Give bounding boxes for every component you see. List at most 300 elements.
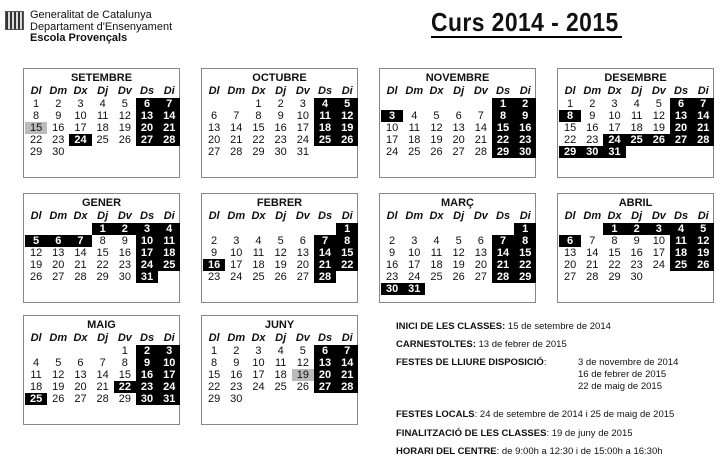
weekday-header: Ds (318, 332, 333, 344)
empty-cell (403, 98, 425, 110)
day-cell: 12 (692, 235, 714, 247)
day-cell: 7 (336, 345, 358, 357)
day-cell: 12 (336, 110, 358, 122)
day-cell: 1 (211, 345, 218, 357)
month-gener (23, 193, 180, 303)
day-cell: 12 (52, 369, 65, 381)
day-cell: 31 (136, 271, 158, 283)
weekday-header: Ds (496, 210, 511, 222)
day-cell: 6 (47, 235, 69, 247)
day-cell: 15 (118, 369, 131, 381)
org-line-2: Departament d'Ensenyament (30, 20, 173, 33)
day-cell: 22 (29, 134, 43, 146)
weekday-header: Dl (386, 85, 398, 97)
weekday-header: Dj (275, 332, 287, 344)
day-cell: 6 (136, 98, 158, 110)
day-cell: 25 (314, 134, 336, 146)
day-cell: 11 (252, 247, 265, 259)
weekday-header: Dx (429, 210, 444, 222)
info-carnestoltes (396, 339, 567, 350)
day-cell: 24 (385, 146, 399, 158)
month-grid (203, 332, 357, 405)
day-cell: 1 (514, 223, 536, 235)
month-title: GENER (81, 197, 122, 209)
day-cell: 21 (230, 134, 243, 146)
day-cell: 2 (389, 235, 396, 247)
day-cell: 8 (121, 357, 128, 369)
day-cell: 4 (633, 98, 640, 110)
day-cell: 8 (514, 235, 536, 247)
day-cell: 17 (652, 247, 665, 259)
day-cell: 26 (52, 393, 65, 405)
day-cell: 15 (207, 369, 221, 381)
day-cell: 12 (118, 110, 131, 122)
day-cell: 18 (408, 134, 421, 146)
day-cell: 26 (430, 146, 443, 158)
day-cell: 18 (630, 122, 643, 134)
lliure-date-3: 22 de maig de 2015 (578, 381, 662, 392)
weekday-header: Dj (631, 210, 643, 222)
day-cell: 24 (158, 381, 180, 393)
day-cell: 25 (274, 381, 287, 393)
day-cell: 17 (230, 259, 243, 271)
weekday-header: Ds (318, 85, 333, 97)
day-cell: 16 (274, 122, 287, 134)
day-cell: 23 (274, 134, 287, 146)
day-cell: 19 (430, 134, 443, 146)
day-cell: 1 (121, 345, 128, 357)
weekday-header: Dx (73, 332, 88, 344)
month-grid (381, 210, 535, 295)
empty-cell (25, 345, 47, 357)
day-cell: 22 (492, 134, 514, 146)
weekday-header: Ds (140, 85, 155, 97)
weekday-header: Dl (30, 85, 42, 97)
day-cell: 19 (118, 122, 131, 134)
day-cell: 3 (255, 345, 262, 357)
day-cell: 29 (492, 146, 514, 158)
day-cell: 21 (474, 134, 487, 146)
weekday-header: Dl (208, 332, 220, 344)
day-cell: 23 (586, 134, 599, 146)
day-cell: 5 (692, 223, 714, 235)
day-cell: 25 (670, 259, 692, 271)
day-cell: 3 (411, 235, 418, 247)
day-cell: 14 (586, 247, 599, 259)
empty-cell (247, 223, 269, 235)
day-cell: 6 (559, 235, 581, 247)
day-cell: 5 (655, 98, 662, 110)
horari-value: : de 9:00h a 12:30 i de 15:00h a 16:30h (496, 446, 663, 457)
day-cell: 13 (474, 247, 487, 259)
info-finalitzacio (396, 428, 633, 439)
weekday-header: Dj (97, 332, 109, 344)
day-cell: 3 (648, 223, 670, 235)
day-cell: 10 (296, 110, 309, 122)
day-cell: 3 (233, 235, 240, 247)
weekday-header: Dl (564, 210, 576, 222)
day-cell: 16 (136, 369, 158, 381)
day-cell: 27 (207, 146, 221, 158)
day-cell: 7 (314, 235, 336, 247)
day-cell: 20 (207, 134, 221, 146)
day-cell: 23 (230, 381, 243, 393)
weekday-header: Di (519, 85, 531, 97)
day-cell: 7 (477, 110, 484, 122)
weekday-header: Dj (97, 85, 109, 97)
day-cell: 14 (492, 247, 514, 259)
day-cell: 13 (136, 110, 158, 122)
weekday-header: Dm (583, 210, 602, 222)
day-cell: 18 (252, 259, 265, 271)
day-cell: 20 (670, 122, 692, 134)
day-cell: 22 (608, 259, 621, 271)
month-grid (203, 85, 357, 158)
day-cell: 15 (96, 247, 109, 259)
day-cell: 29 (514, 271, 536, 283)
day-cell: 20 (136, 122, 158, 134)
day-cell: 26 (296, 381, 309, 393)
day-cell: 18 (158, 247, 180, 259)
day-cell: 5 (25, 235, 47, 247)
day-cell: 23 (207, 271, 221, 283)
weekday-header: Dl (564, 85, 576, 97)
day-cell: 6 (670, 98, 692, 110)
month-title: FEBRER (256, 197, 303, 209)
day-cell: 24 (252, 381, 265, 393)
weekday-header: Dj (453, 210, 465, 222)
month-title: NOVEMBRE (425, 72, 490, 84)
weekday-header: Dv (651, 210, 666, 222)
empty-cell (47, 223, 69, 235)
day-cell: 4 (411, 110, 418, 122)
month-grid (559, 85, 713, 158)
month-grid (559, 210, 713, 283)
day-cell: 15 (336, 247, 358, 259)
day-cell: 13 (314, 357, 336, 369)
weekday-header: Dv (295, 85, 310, 97)
day-cell: 25 (626, 134, 648, 146)
org-line-1: Generalitat de Catalunya (30, 9, 152, 21)
day-cell: 27 (563, 271, 577, 283)
weekday-header: Dx (251, 332, 266, 344)
day-cell: 18 (314, 122, 336, 134)
day-cell: 14 (230, 122, 243, 134)
day-cell: 29 (559, 146, 581, 158)
day-cell: 21 (314, 259, 336, 271)
day-cell: 9 (211, 247, 218, 259)
empty-cell (381, 223, 403, 235)
final-label: FINALITZACIÓ DE LES CLASSES (396, 428, 547, 439)
day-cell: 7 (589, 235, 596, 247)
weekday-header: Dv (473, 85, 488, 97)
day-cell: 9 (121, 235, 128, 247)
day-cell: 16 (586, 122, 599, 134)
weekday-header: Dl (30, 210, 42, 222)
day-cell: 24 (69, 134, 91, 146)
day-cell: 24 (652, 259, 665, 271)
day-cell: 7 (233, 110, 240, 122)
day-cell: 6 (314, 345, 336, 357)
month-title: DESEMBRE (604, 72, 667, 84)
month-title: JUNY (264, 319, 295, 331)
month-grid (381, 85, 535, 158)
day-cell: 2 (589, 98, 596, 110)
day-cell: 30 (136, 393, 158, 405)
month-grid (25, 85, 179, 158)
day-cell: 13 (74, 369, 87, 381)
empty-cell (403, 223, 425, 235)
day-cell: 16 (514, 122, 536, 134)
day-cell: 4 (33, 357, 40, 369)
day-cell: 8 (99, 235, 106, 247)
weekday-header: Dv (117, 85, 132, 97)
weekday-header: Dx (73, 85, 88, 97)
day-cell: 1 (336, 223, 358, 235)
day-cell: 17 (74, 122, 87, 134)
day-cell: 9 (389, 247, 396, 259)
day-cell: 10 (252, 357, 265, 369)
day-cell: 15 (563, 122, 577, 134)
day-cell: 19 (52, 381, 65, 393)
day-cell: 30 (630, 271, 643, 283)
day-cell: 15 (492, 122, 514, 134)
empty-cell (270, 223, 292, 235)
day-cell: 17 (296, 122, 309, 134)
weekday-header: Dv (651, 85, 666, 97)
day-cell: 26 (692, 259, 714, 271)
weekday-header: Dx (251, 210, 266, 222)
lliure-date-2: 16 de febrer de 2015 (578, 369, 667, 380)
day-cell: 18 (96, 122, 109, 134)
day-cell: 10 (408, 247, 421, 259)
day-cell: 11 (630, 110, 643, 122)
day-cell: 28 (492, 271, 514, 283)
day-cell: 3 (299, 98, 306, 110)
day-cell: 12 (296, 357, 309, 369)
day-cell: 27 (670, 134, 692, 146)
day-cell: 5 (433, 110, 440, 122)
day-cell: 25 (25, 393, 47, 405)
empty-cell (470, 98, 492, 110)
day-cell: 6 (77, 357, 84, 369)
day-cell: 6 (477, 235, 484, 247)
day-cell: 21 (336, 369, 358, 381)
weekday-header: Dj (97, 210, 109, 222)
day-cell: 4 (99, 98, 106, 110)
day-cell: 22 (514, 259, 536, 271)
day-cell: 17 (385, 134, 399, 146)
day-cell: 21 (586, 259, 599, 271)
day-cell: 10 (608, 110, 621, 122)
day-cell: 10 (136, 235, 158, 247)
day-cell: 1 (255, 98, 262, 110)
weekday-header: Di (519, 210, 531, 222)
day-cell: 23 (514, 134, 536, 146)
day-cell: 14 (474, 122, 487, 134)
day-cell: 2 (233, 345, 240, 357)
final-value: : 19 de juny de 2015 (546, 428, 633, 439)
day-cell: 10 (385, 122, 399, 134)
day-cell: 2 (626, 223, 648, 235)
day-cell: 8 (611, 235, 618, 247)
day-cell: 14 (74, 247, 87, 259)
day-cell: 8 (336, 235, 358, 247)
day-cell: 12 (652, 110, 665, 122)
day-cell: 11 (30, 369, 42, 381)
day-cell: 10 (158, 357, 180, 369)
day-cell: 11 (158, 235, 180, 247)
day-cell: 30 (274, 146, 287, 158)
lliure-colon: : (543, 357, 547, 368)
month-title: MAIG (87, 319, 116, 331)
day-cell: 22 (207, 381, 221, 393)
inici-label: INICI DE LES CLASSES: (396, 321, 506, 332)
empty-cell (47, 345, 69, 357)
day-cell: 12 (29, 247, 43, 259)
empty-cell (470, 223, 492, 235)
month-març (379, 193, 536, 303)
info-festes-locals (396, 409, 674, 420)
day-cell: 13 (670, 110, 692, 122)
day-cell: 13 (52, 247, 65, 259)
day-cell: 21 (692, 122, 714, 134)
day-cell: 9 (277, 110, 284, 122)
day-cell: 17 (252, 369, 265, 381)
month-title: MARÇ (441, 197, 474, 209)
day-cell: 27 (296, 271, 309, 283)
day-cell: 6 (455, 110, 462, 122)
day-cell: 21 (96, 381, 109, 393)
weekday-header: Dm (49, 210, 68, 222)
day-cell: 9 (233, 357, 240, 369)
weekday-header: Dm (227, 85, 246, 97)
empty-cell (203, 223, 225, 235)
day-cell: 9 (589, 110, 596, 122)
day-cell: 23 (385, 271, 399, 283)
day-cell: 14 (314, 247, 336, 259)
day-cell: 27 (452, 146, 465, 158)
weekday-header: Dm (405, 85, 424, 97)
empty-cell (425, 98, 447, 110)
month-novembre (379, 68, 536, 178)
carnestoltes-value: 13 de febrer de 2015 (478, 339, 567, 350)
day-cell: 11 (314, 110, 336, 122)
weekday-header: Dm (49, 85, 68, 97)
day-cell: 10 (74, 110, 87, 122)
day-cell: 11 (670, 235, 692, 247)
weekday-header: Dl (386, 210, 398, 222)
month-maig (23, 315, 180, 425)
day-cell: 28 (96, 393, 109, 405)
weekday-header: Dm (227, 210, 246, 222)
weekday-header: Dl (208, 210, 220, 222)
day-cell: 2 (55, 98, 62, 110)
weekday-header: Dx (429, 85, 444, 97)
month-juny (201, 315, 358, 425)
empty-cell (581, 223, 603, 235)
day-cell: 25 (430, 271, 443, 283)
day-cell: 7 (69, 235, 91, 247)
day-cell: 20 (296, 259, 309, 271)
weekday-header: Dj (631, 85, 643, 97)
day-cell: 18 (29, 381, 43, 393)
day-cell: 2 (136, 345, 158, 357)
day-cell: 23 (630, 259, 643, 271)
empty-cell (448, 223, 470, 235)
day-cell: 15 (25, 122, 47, 134)
day-cell: 21 (74, 259, 87, 271)
empty-cell (492, 223, 514, 235)
weekday-header: Dx (251, 85, 266, 97)
weekday-header: Di (341, 85, 353, 97)
weekday-header: Di (163, 332, 175, 344)
day-cell: 5 (121, 98, 128, 110)
day-cell: 22 (96, 259, 109, 271)
day-cell: 8 (211, 357, 218, 369)
day-cell: 30 (514, 146, 536, 158)
day-cell: 27 (136, 134, 158, 146)
day-cell: 28 (586, 271, 599, 283)
empty-cell (92, 345, 114, 357)
organization-header (30, 10, 172, 45)
day-cell: 19 (652, 122, 665, 134)
empty-cell (225, 223, 247, 235)
weekday-header: Dl (30, 332, 42, 344)
day-cell: 28 (336, 381, 358, 393)
horari-label: HORARI DEL CENTRE (396, 446, 497, 457)
day-cell: 3 (136, 223, 158, 235)
day-cell: 23 (136, 381, 158, 393)
day-cell: 24 (230, 271, 243, 283)
weekday-header: Ds (674, 210, 689, 222)
carnestoltes-label: CARNESTOLTES: (396, 339, 476, 350)
empty-cell (381, 98, 403, 110)
inici-value: 15 de setembre de 2014 (507, 321, 611, 332)
day-cell: 23 (52, 134, 65, 146)
day-cell: 15 (608, 247, 621, 259)
day-cell: 28 (474, 146, 487, 158)
day-cell: 30 (52, 146, 65, 158)
day-cell: 9 (514, 110, 536, 122)
weekday-header: Di (697, 210, 709, 222)
locals-label: FESTES LOCALS (396, 409, 475, 420)
day-cell: 29 (207, 393, 221, 405)
day-cell: 28 (158, 134, 180, 146)
day-cell: 17 (608, 122, 621, 134)
day-cell: 20 (74, 381, 87, 393)
day-cell: 28 (692, 134, 714, 146)
day-cell: 5 (336, 98, 358, 110)
day-cell: 15 (514, 247, 536, 259)
day-cell: 13 (207, 122, 221, 134)
day-cell: 2 (514, 98, 536, 110)
day-cell: 7 (99, 357, 106, 369)
month-setembre (23, 68, 180, 178)
day-cell: 16 (630, 247, 643, 259)
day-cell: 10 (652, 235, 665, 247)
day-cell: 28 (230, 146, 243, 158)
weekday-header: Di (341, 210, 353, 222)
day-cell: 19 (452, 259, 465, 271)
weekday-header: Ds (140, 210, 155, 222)
day-cell: 25 (252, 271, 265, 283)
day-cell: 21 (492, 259, 514, 271)
day-cell: 2 (277, 98, 284, 110)
day-cell: 17 (158, 369, 180, 381)
day-cell: 29 (608, 271, 621, 283)
day-cell: 26 (29, 271, 43, 283)
